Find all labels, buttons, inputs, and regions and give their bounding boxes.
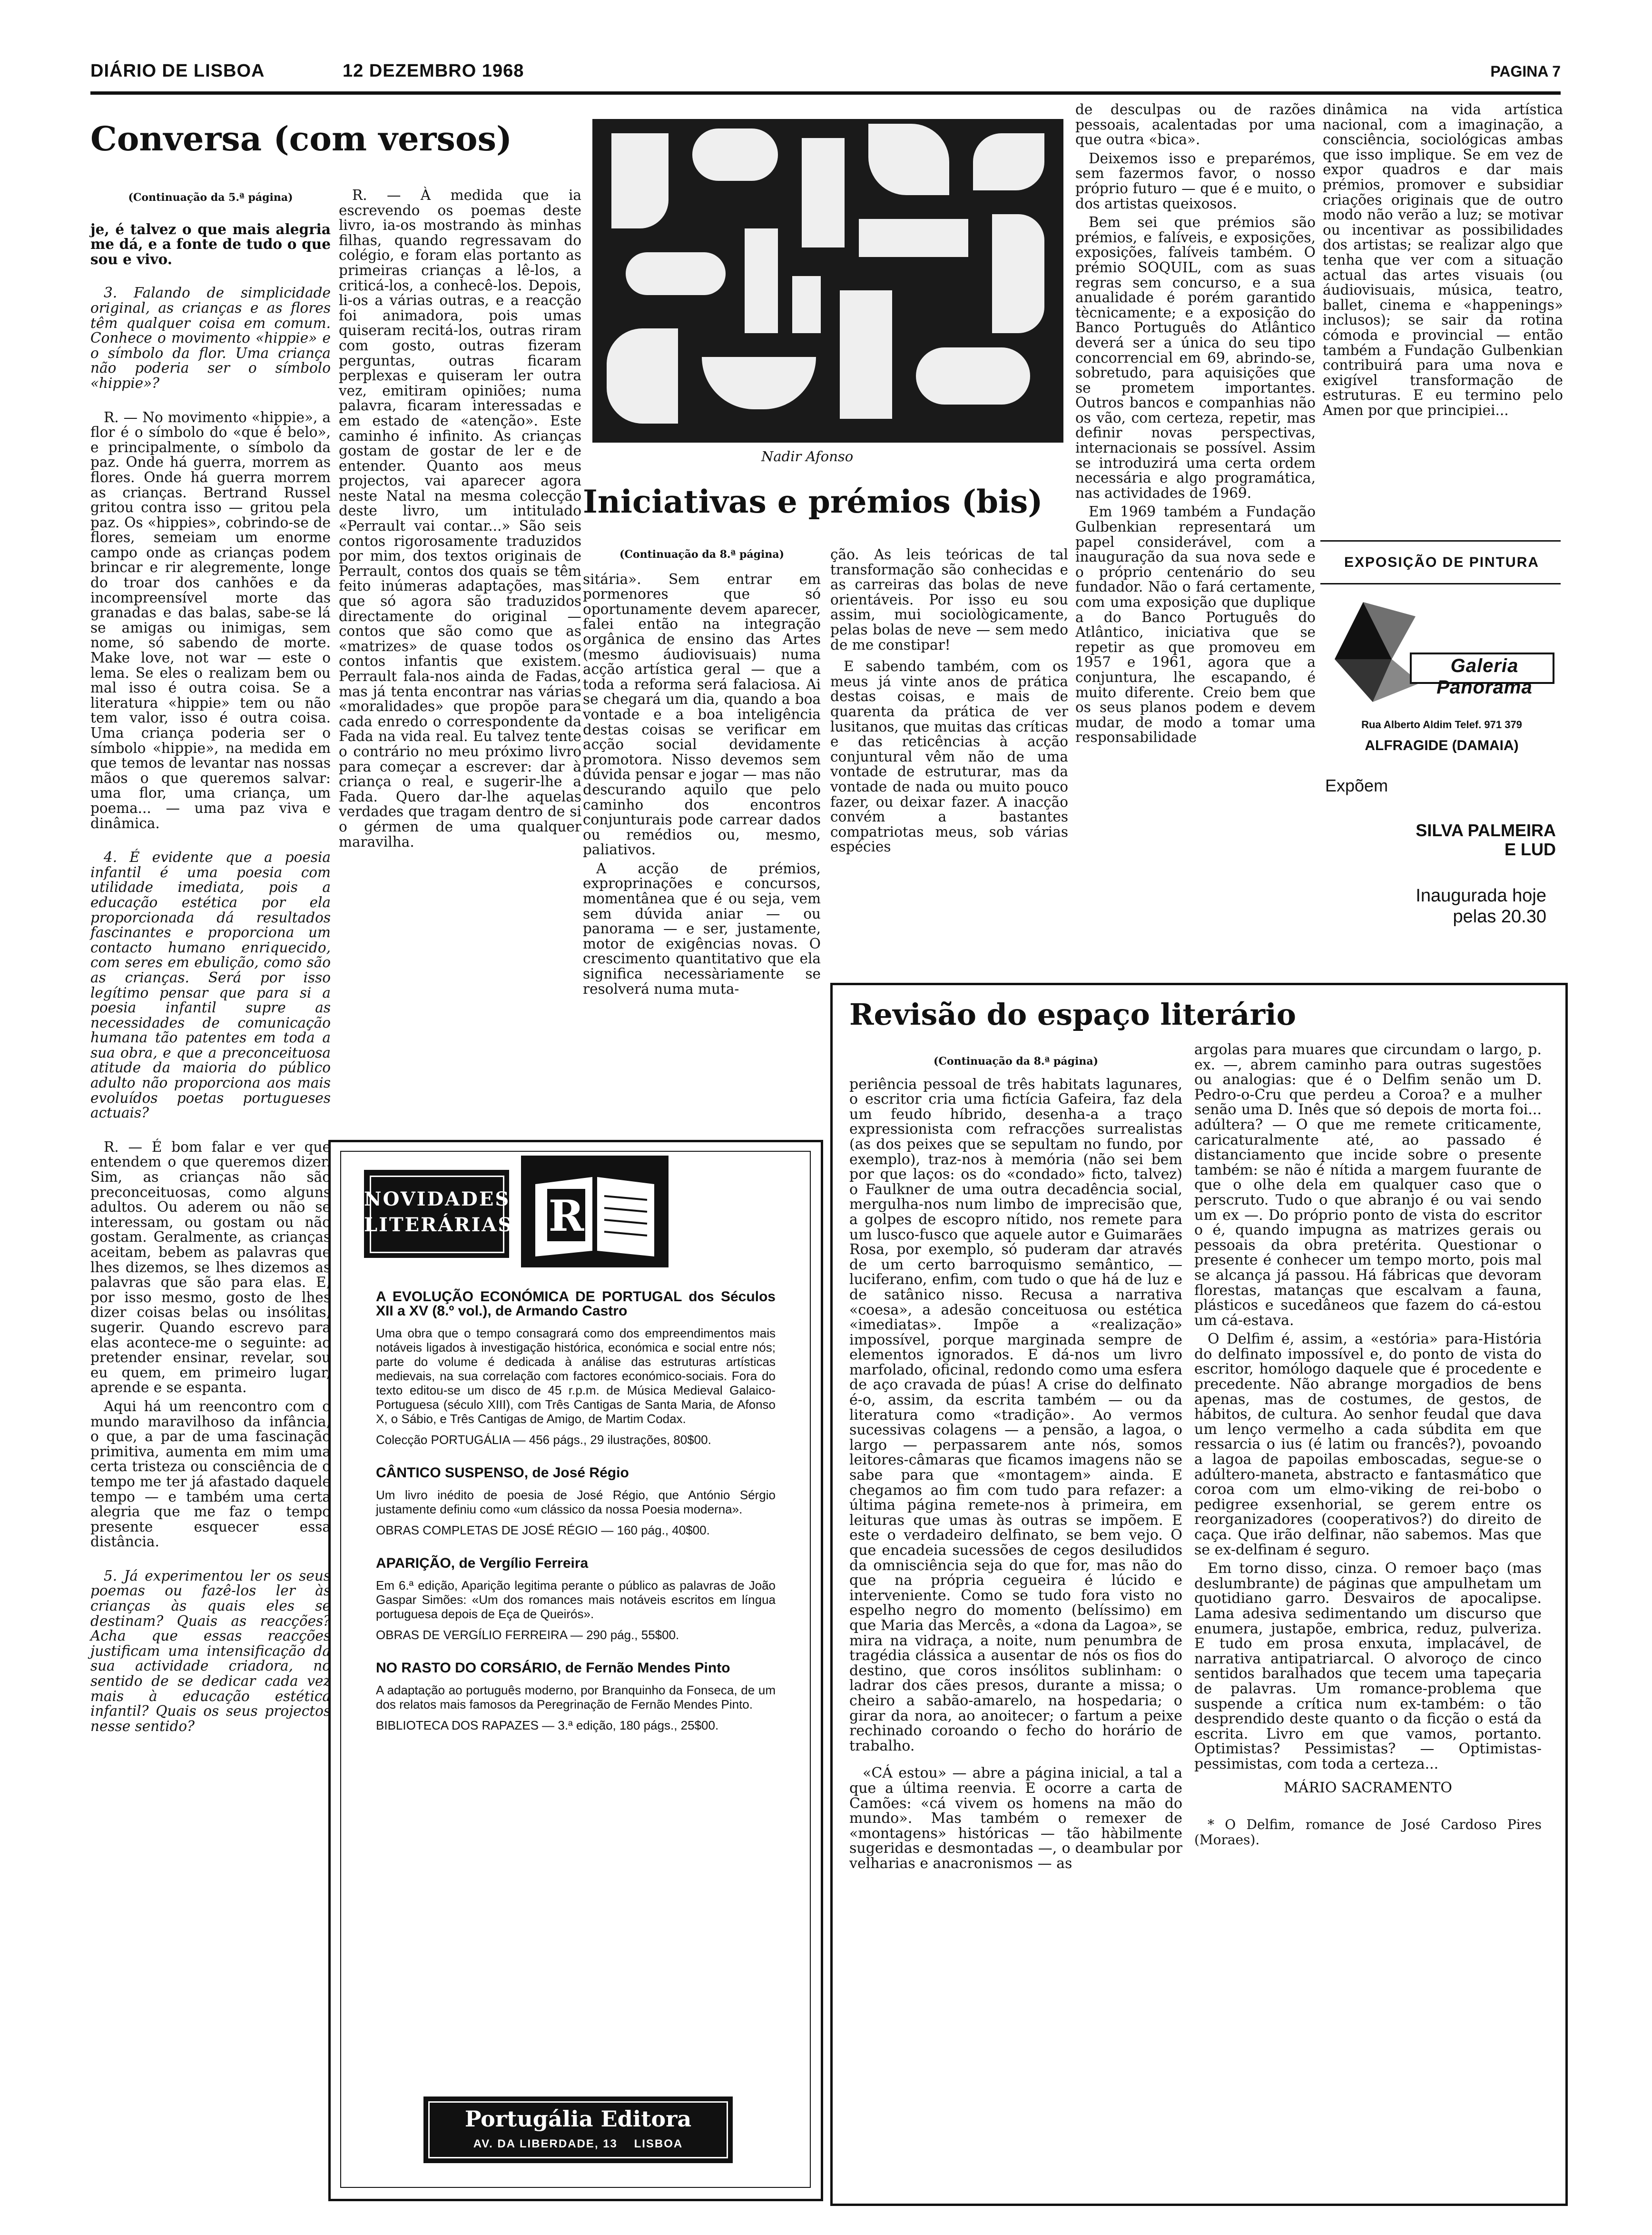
divider <box>1320 583 1561 584</box>
gallery-logo <box>1325 597 1561 709</box>
paragraph: je, é talvez o que mais alegria me dá, e a fonte de tudo o que sou e vivo. <box>90 220 331 267</box>
newspaper-name: DIÁRIO DE LISBOA <box>90 61 265 81</box>
paragraph: Deixemos isso e preparémos, sem fazermos favor, o nosso próprio futuro — que é e muito, o dos artistas queixosos. <box>1075 150 1316 212</box>
book-edition: Colecção PORTUGÁLIA — 456 págs., 29 ilustrações, 80$00. <box>376 1433 711 1447</box>
page-header <box>90 56 1561 95</box>
book-title: APARIÇÃO, de Vergílio Ferreira <box>376 1555 589 1571</box>
paragraph: E sabendo também, com os meus já vinte anos de prática destas coisas, e mais de quarenta da prática de ver lusitanos, que muitas das críticas e das reticências à acção conjuntural vêm não de uma vontade de estruturar, mas da vontade de nada ou muito pouco fazer, ou deixar fazer. A inacção convém a bastantes compatriotas meus, sob várias espécies <box>830 658 1068 855</box>
page-number: PAGINA 7 <box>1490 63 1561 80</box>
book-title: CÂNTICO SUSPENSO, de José Régio <box>376 1465 629 1481</box>
iniciativas-column-3 <box>1075 102 1316 749</box>
article-title-iniciativas: Iniciativas e prémios (bis) <box>583 483 1043 520</box>
paragraph: ção. As leis teóricas de tal transformação são conhecidas e as carreiras das bolas de neve orientáveis. Por isso eu sou assim, mui sociològicamente, pelas bolas de neve — sem medo de me constipar! <box>830 546 1068 653</box>
publisher-name: Portugália Editora <box>464 2106 692 2132</box>
revisao-column-1 <box>849 1054 1182 1875</box>
paragraph: 4. É evidente que a poesia infantil é uma poesia com utilidade imediata, pois a educação estética por ela proporcionada dá resultados fascinantes e proporciona um contacto humano enriquecido, com seres em ebulição, como são as crianças. Será por isso legítimo pensar que para si a poesia infantil supre as necessidades de comunicação humana tão patentes em toda a sua obra, e que a preconceituosa atitude da maioria do público adulto não proporciona aos mais evoluídos poetas portugueses actuais? <box>90 849 331 1121</box>
exhibition-heading: EXPOSIÇÃO DE PINTURA <box>1344 554 1540 570</box>
paragraph: A acção de prémios, exproprinações e concursos, momentânea que é ou seja, vem sem dúvida aniar — ou panorama — e ser, justamente, motor de exigências novas. O crescimento quantitativo que ela significa necessàriamente se resolverá numa muta- <box>583 860 821 997</box>
conversa-column-1 <box>90 190 331 1738</box>
issue-date: 12 DEZEMBRO 1968 <box>343 61 524 81</box>
novidades-heading-box <box>364 1170 513 1258</box>
iniciativas-column-1 <box>583 547 821 1000</box>
novidades-heading: NOVIDADES LITERÁRIAS <box>364 1188 513 1236</box>
novidades-ad <box>328 1140 823 2201</box>
book-title: NO RASTO DO CORSÁRIO, de Fernão Mendes Pinto <box>376 1660 730 1676</box>
publisher-banner <box>423 2097 733 2163</box>
conversa-column-2 <box>339 188 581 853</box>
book-edition: OBRAS DE VERGÍLIO FERREIRA — 290 pág., 55$00. <box>376 1628 679 1642</box>
paragraph: argolas para muares que circundam o largo, p. ex. —, abrem caminho para outras sugestões ou analogias: que é o Delfim senão um D. Pedro-o-Cru que perdeu a Coroa? e a mulher senão uma D. Inês que só depois de morta foi... adúltera? — O que me remete criticamente, caricaturalmente até, ao passado é distanciamento que incide sobre o presente também: se não é nítida a margem fuurante de que o olhe dela em qualquer caso que o perscruto. Tudo o que abranjo é ou vai sendo um ex —. Do próprio ponto de vista do escritor o é, quando impugna as matrizes gerais ou pessoais da obra pretérita. Questionar o presente é conhecer um tempo morto, pois mal se alcança já passou. Há fábricas que devoram florestas, matanças que escalvam a fauna, plásticos e sucedâneos que fazem do cá-estou um cá-estava. <box>1194 1041 1542 1329</box>
book-item <box>376 1556 776 1642</box>
book-description: Um livro inédito de poesia de José Régio, que António Sérgio justamente definiu como «um clássico da nossa Poesia moderna». <box>376 1488 776 1516</box>
paragraph: dinâmica na vida artística nacional, com a imaginação, a consciência, sociológicas ambas que isso implique. Se em vez de expor quadros e dar mais prémios, promover e subsidiar criações originais que de outro modo não verão a luz; se motivar ou incentivar as possibilidades dos artistas; se realizar algo que tenha que ver com a situação actual das artes visuais (ou áudiovisuais, música, teatro, ballet, cinema e «happenings» inclusos); se sair da rotina cómoda e provincial — então também a Fundação Gulbenkian contribuirá para uma nova e exigível transformação de estruturas. E eu termino pelo Amen por que principiei... <box>1323 101 1563 418</box>
book-item <box>376 1661 776 1732</box>
paragraph: «CÁ estou» — abre a página inicial, a tal a que a última reenvia. E ocorre a carta de Camões: «cá vivem os homens na mão do mundo». Mas também o remexer de «montagens» históricas — tão hàbilmente sugeridas e desmontadas —, o deambular por velharias e anacronismos — as <box>849 1765 1182 1872</box>
book-emblem-icon <box>521 1156 669 1267</box>
paragraph: Em 1969 também a Fundação Gulbenkian representará um papel considerável, com a inauguração da sua nova sede e o próprio centenário do seu fundador. Não o fará certamente, com uma exposição que duplique a do Banco Português do Atlântico, iniciativa que se repetir as que promoveu em 1957 e 1961, agora que a conjuntura, lhe escapando, é muito diferente. Creio bem que os seus planos podem e devem mudar, de modo a tomar uma responsabilidade <box>1075 504 1316 746</box>
iniciativas-column-2 <box>830 547 1068 859</box>
artwork-nadir-afonso <box>592 119 1063 443</box>
paragraph: R. — É bom falar e ver que entendem o que queremos dizer. Sim, as crianças não são preconceituosas, como alguns adultos. Ou aderem ou não se interessam, ou gostam ou não gostam. Geralmente, as crianças aceitam, bebem as palavras que lhes dizemos, se lhes dizemos as palavras que são para elas. E, por isso mesmo, gosto de lhes dizer coisas belas ou insólitas, sugerir. Quando escrevo para elas acontece-me o seguinte: ao pretender ensinar, revelar, sou eu quem, em primeiro lugar, aprende e se espanta. <box>90 1138 331 1396</box>
book-title: A EVOLUÇÃO ECONÓMICA DE PORTUGAL dos Séculos XII a XV (8.º vol.), de Armando Castro <box>376 1289 776 1319</box>
gallery-name: Galeria Panorama <box>1436 655 1533 698</box>
paragraph: 5. Já experimentou ler os seus poemas ou fazê-los ler às crianças às quais eles se destinam? Quais as reacções? Acha que essas reacções justificam uma intensificação da sua actividade criadora, no sentido de se dedicar cada vez mais à educação estética infantil? Quais os seus projectos nesse sentido? <box>90 1567 331 1734</box>
opening-time: Inaugurada hoje pelas 20.30 <box>1416 886 1546 927</box>
book-edition: BIBLIOTECA DOS RAPAZES — 3.ª edição, 180 págs., 25$00. <box>376 1718 719 1732</box>
paragraph: Em torno disso, cinza. O remoer baço (mas deslumbrante) de páginas que ampulhetam um quotidiano garro. Desvairos de apocalipse. Lama adesiva sedimentando um discurso que enumera, justapõe, embrica, reduz, pulveriza. E tudo em prosa enxuta, implacável, de narrativa antipatriarcal. O alvoroço de cinco sentidos baralhados que tecem uma tapeçaria de palavras. Um romance-problema que suspende a crítica num ex-também: o tão desprendido deste quanto o da ficção o está da escrita. Livro em que vamos, portanto. Optimistas? Pessimistas? — Optimistas-pessimistas, com toda a certeza... <box>1194 1560 1542 1772</box>
gallery-address: Rua Alberto Aldim Telef. 971 379 <box>1361 719 1522 731</box>
paragraph: sitária». Sem entrar em pormenores que só oportunamente devem aparecer, falei então na integração orgânica de ensino das Artes (mesmo áudiovisuais) numa acção artística geral — que a toda a reforma será falaciosa. Ai se chegará um dia, quando a boa vontade e a boa inteligência destas coisas se verificar em acção social devidamente promotora. Nisso devemos sem dúvida pensar e jogar — mas não descurando aquilo que pelo caminho dos encontros conjunturais pode carrear dados ou remédios ou, mesmo, paliativos. <box>583 571 821 858</box>
book-item <box>376 1290 776 1447</box>
author-signature: MÁRIO SACRAMENTO <box>1284 1779 1452 1796</box>
gallery-place: ALFRAGIDE (DAMAIA) <box>1365 738 1519 753</box>
book-description: A adaptação ao português moderno, por Branquinho da Fonseca, de um dos relatos mais famosos da Peregrinação de Fernão Mendes Pinto. <box>376 1683 776 1711</box>
book-edition: OBRAS COMPLETAS DE JOSÉ RÉGIO — 160 pág., 40$00. <box>376 1523 710 1537</box>
book-description: Em 6.ª edição, Aparição legitima perante o público as palavras de João Gaspar Simões: «Um dos romances mais notáveis escritos em língua portuguesa depois de Eça de Queirós». <box>376 1578 776 1621</box>
paragraph: periência pessoal de três habitats lagunares, o escritor cria uma fictícia Gafeira, faz dela um feudo híbrido, desenha-a a traço expressionista com refracções surrealistas (as dos peixes que se sepultam no fundo, por exemplo), traz-nos à memória (não sei bem por que laços: os do «condado» ficto, talvez) o Faulkner de uma outra decadência social, mergulha-nos num limbo de imprecisão que, a golpes de escopro nítido, nos remete para um lusco-fusco que aquele autor e Guimarães Rosa, por exemplo, só puderam dar através de um certo barroquismo semântico, — luciferano, enfim, com tudo o que há de luz e de satânico nisso. Recusa a narrativa «coesa», a adesão conceituosa ou estética «imediatas». Impõe a «realização» impossível, porque marginada sempre de elementos ignorados. E dá-nos um livro marfolado, oficinal, redondo como uma esfera de aço cravada de púas! A crise do delfinato é-o, assim, da escrita também — ou da literatura como «tradição». Ao vermos sucessivas colagens — a pensão, a lagoa, o largo — perpassarem ante nós, somos leitores-câmaras que ficamos imagens não se sabe para que «montagem» ainda. E chegamos ao fim com tudo para refazer: a última página remete-nos à primeira, em leituras que umas às outras se impõem. E este o verdadeiro delfinato, se bem vejo. O que encadeia sucessões de cegos desiludidos da omnisciência seja do que for, mas não do que na própria cegueira é lúcido e interveniente. Como se tudo fora visto no espelho negro do momento (belíssimo) em que Maria das Mercês, a «dona da Lagoa», se mira na vidraça, a noite, num penumbra de tragédia clássica a ausentar de nós os fios do destino, que coros insólitos sublinham: o ladrar dos cães presos, durante a missa; o cheiro a sabão-amarelo, na hospedaria; o girar da nora, ao anoitecer; o fartum a peixe rechinado coroando o fecho do horário de trabalho. <box>849 1076 1182 1754</box>
paragraph: R. — No movimento «hippie», a flor é o símbolo do «que é belo», e principalmente, o símbolo da paz. Onde há guerra, morrem as flores. Onde há guerra morrem as crianças. Bertrand Russel gritou contra isso — gritou pela paz. Os «hippies», cobrindo-se de flores, semeiam um enorme campo onde as crianças podem brincar e rir alegremente, longe do troar dos canhões e da incompreensível morte das granadas e das balas, sabe-se lá se amigas ou inimigas, sem nome, só sabendo de morte. Make love, not war — este o lema. Se eles o realizam bem ou mal isso é outra coisa. Se a literatura «hippie» tem ou não tem valor, isso é outra coisa. Uma criança poderia ser o símbolo «hippie», na medida em que temos de levantar nas nossas mãos o que queremos salvar: uma flor, uma criança, um poema... — uma paz viva e dinâmica. <box>90 409 331 831</box>
paragraph: Bem sei que prémios são prémios, e falíveis, e exposições, exposições, falíveis também. O prémio SOQUIL, com as suas regras sem concurso, e a sua anualidade é porém garantido tècnicamente; e a exposição do Banco Português do Atlântico deverá ser a única do seu tipo concorrencial em 69, abrindo-se, sobretudo, para aquisições que se prometem importantes. Outros bancos e companhias não os vão, com certeza, repetir, mas definir novas perspectivas, internacionais se possível. Assim se introduzirá uma certa ordem necessária e algo programática, nas actividades de 1969. <box>1075 214 1316 501</box>
revisao-column-2 <box>1194 1042 1542 1851</box>
paragraph: O Delfim é, assim, a «estória» para-História do delfinato impossível e, do ponto de vista do escritor, homólogo daquele que é procedente e precedente. Não abrange morgadios de bens apenas, mas de costumes, de gestos, de hábitos, de cultura. Ao senhor feudal que dava um lenço vermelho a cada súbdita em que ressarcia o ius (é latim ou francês?), povoando a lagoa de papoilas emboscadas, segue-se o adúltero-maneta, abstracto e fantasmático que coroa com um elmo-viking de rei-bobo o pedigree exsenhorial, se gerem entre os reorganizadores (cooperativos?) do direito de caça. Que irão delfinar, não sabemos. Mas que se ex-delfinam é seguro. <box>1194 1331 1542 1558</box>
expoem-label: Expõem <box>1325 776 1388 795</box>
book-item <box>376 1466 776 1537</box>
publisher-address: AV. DA LIBERDADE, 13 LISBOA <box>473 2137 683 2150</box>
svg-text:R: R <box>548 1191 584 1241</box>
book-description: Uma obra que o tempo consagrará como dos empreendimentos mais notáveis ligados à investigação histórica, económica e social entre nós; parte do volume é dedicada à análise das estruturas artísticas medievais, na sua correlação com factores económico-sociais. Fora do texto editou-se um disco de 45 r.p.m. de Música Medieval Galaico-Portuguesa (século XIII), com Três Cantigas de Santa Maria, de Afonso X, o Sábio, e Três Cantigas de Amigo, de Martim Codax. <box>376 1326 776 1426</box>
divider <box>1320 540 1561 542</box>
continuation-note: (Continuação da 5.ª página) <box>128 191 293 204</box>
iniciativas-column-4 <box>1323 102 1563 422</box>
paragraph: de desculpas ou de razões pessoais, acalentadas por uma que outra «bica». <box>1075 101 1316 148</box>
paragraph: R. — À medida que ia escrevendo os poemas deste livro, ia-os mostrando às minhas filhas, quando regressavam do colégio, e foram elas portanto as primeiras crianças a lê-los, a criticá-los, a conhecê-los. Depois, li-os a várias outras, e a reacção foi animadora, pois umas quiseram recitá-los, outras riram com gosto, outras fizeram perguntas, outras ficaram perplexas e quiseram ler outra vez, emitiram opiniões; numa palavra, ficaram interessadas e em estado de «atenção». Este caminho é infinito. As crianças gostam de gostar de ler e de entender. Quanto aos meus projectos, vai aparecer agora neste Natal na mesma colecção deste livro, um intitulado «Perrault vai contar...» São seis contos rigorosamente traduzidos por mim, dos textos originais de Perrault, contos dos quais se têm feito inúmeras adaptações, mas que só agora são traduzidos directamente do original — contos que são como que as «matrizes» de quase todos os contos infantis que existem. Perrault fala-nos ainda de Fadas, mas já tenta encontrar nas várias «moralidades» que propõe para cada enredo o correspondente da Fada na vida real. Eu talvez tente o contrário no meu próximo livro para começar a escrever: dar à criança o real, e sugerir-lhe a Fada. Quero dar-lhe aquelas verdades que tragam dentro de si o gérmen de uma qualquer maravilha. <box>339 187 581 850</box>
book-list <box>376 1290 776 1751</box>
article-title-conversa: Conversa (com versos) <box>90 119 512 158</box>
exhibiting-artists: SILVA PALMEIRA E LUD <box>1416 821 1556 859</box>
paragraph: 3. Falando de simplicidade original, as crianças e as flores têm qualquer coisa em comum. Conhece o movimento «hippie» e o símbolo da flor. Uma criança não poderia ser o símbolo «hippie»? <box>90 285 331 391</box>
continuation-note: (Continuação da 8.ª página) <box>619 548 784 561</box>
paragraph: Aqui há um reencontro com o mundo maravilhoso da infância, o que, a par de uma fascinação primitiva, aumenta em mim uma certa tristeza ou consciência de o tempo me ter já afastado daquele tempo — e também uma certa alegria que me faz o tempo presente esquecer essa distância. <box>90 1398 331 1550</box>
footnote: * O Delfim, romance de José Cardoso Pires (Moraes). <box>1194 1817 1542 1848</box>
continuation-note: (Continuação da 8.ª página) <box>933 1055 1098 1068</box>
article-title-revisao: Revisão do espaço literário <box>849 997 1297 1032</box>
artwork-caption: Nadir Afonso <box>761 448 854 465</box>
